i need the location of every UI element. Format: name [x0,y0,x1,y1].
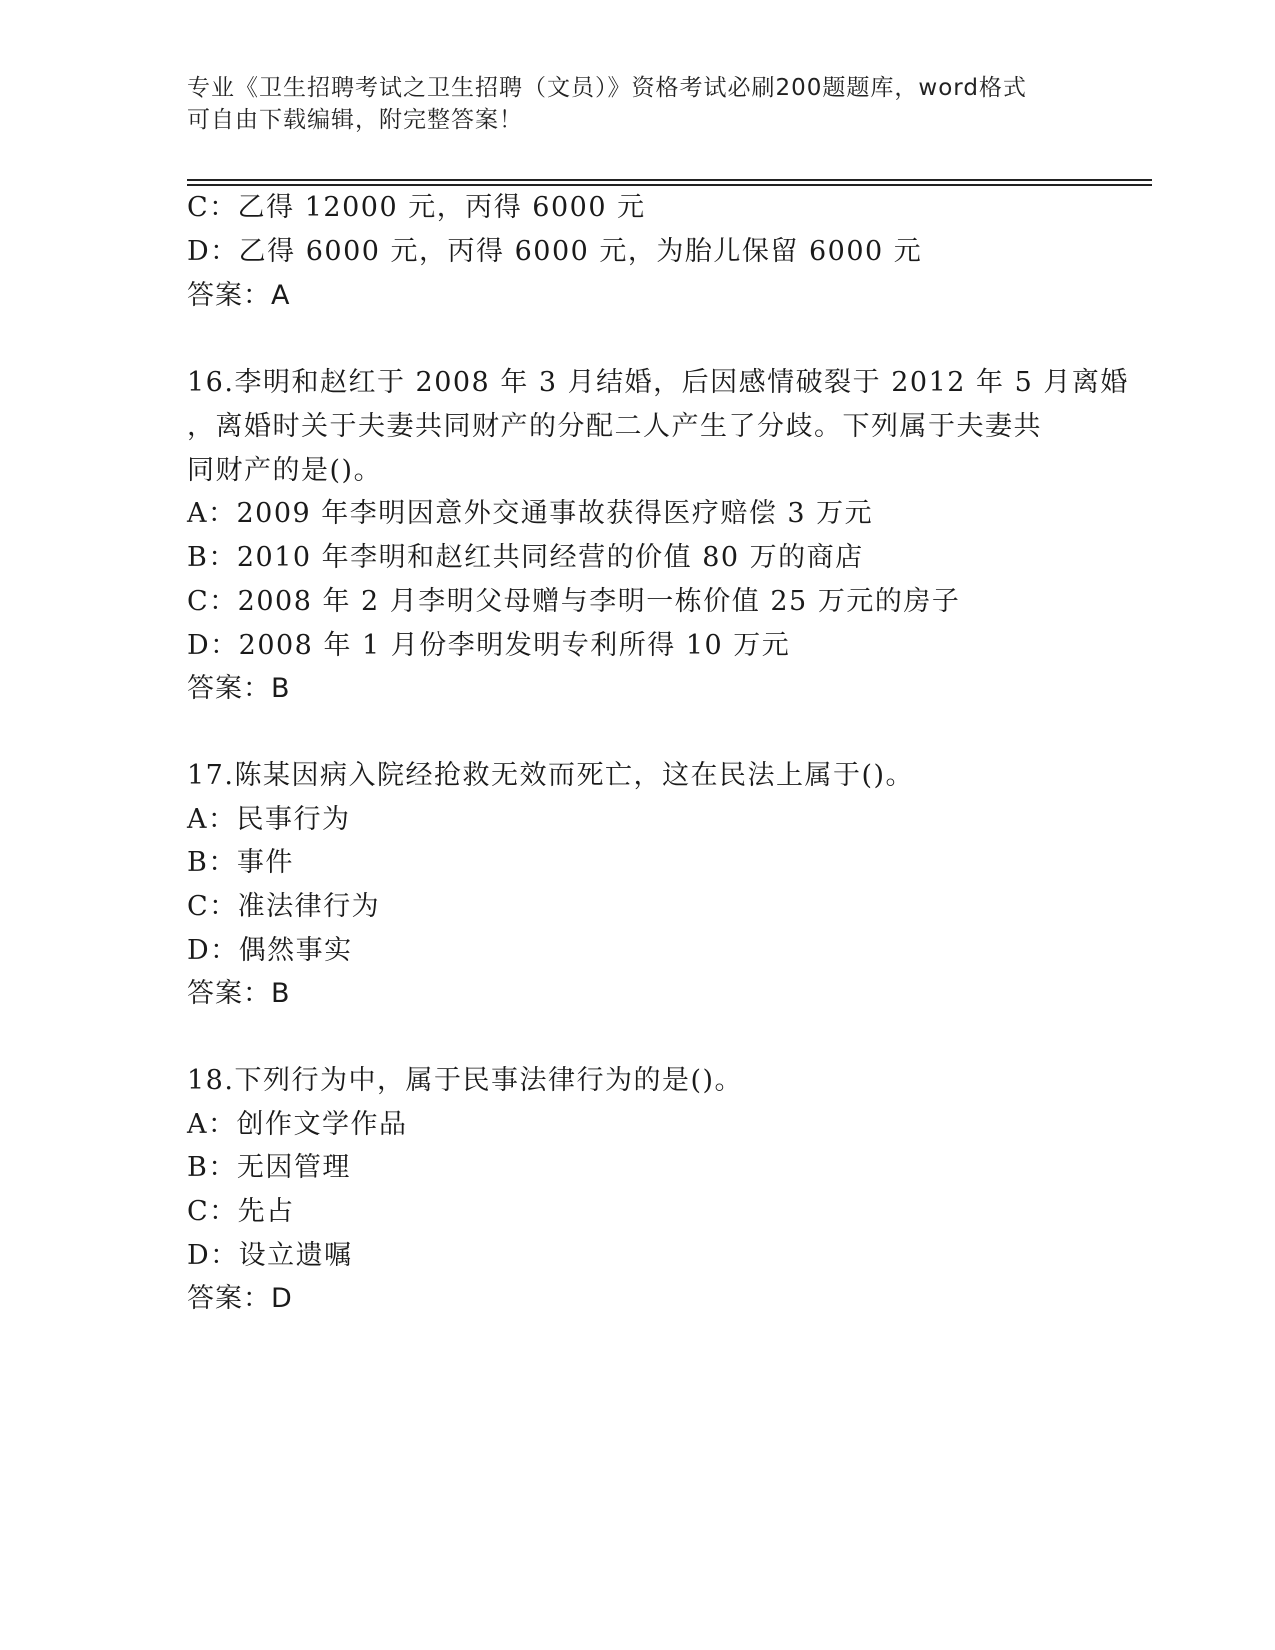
q16-stem-line-3: 同财产的是()。 [187,455,383,486]
q18-option-d: D：设立遗嘱 [187,1240,353,1271]
q17-option-d: D：偶然事实 [187,935,353,966]
q16-option-c: C：2008 年 2 月李明父母赠与李明一栋价值 25 万元的房子 [187,586,961,617]
prev-option-c: C：乙得 12000 元，丙得 6000 元 [187,192,646,223]
q16-option-a: A：2009 年李明因意外交通事故获得医疗赔偿 3 万元 [187,498,874,529]
prev-option-d: D：乙得 6000 元，丙得 6000 元，为胎儿保留 6000 元 [187,236,923,267]
q16-option-b: B：2010 年李明和赵红共同经营的价值 80 万的商店 [187,542,864,573]
header-title-line-2: 可自由下载编辑，附完整答案！ [187,107,523,133]
q18-option-b: B：无因管理 [187,1152,351,1183]
header-divider-bottom [187,184,1152,186]
q17-option-a: A：民事行为 [187,804,351,835]
header-divider-top [187,179,1152,181]
q16-answer: 答案：B [187,673,291,704]
q18-stem: 18.下列行为中，属于民事法律行为的是()。 [187,1065,744,1096]
q16-option-d: D：2008 年 1 月份李明发明专利所得 10 万元 [187,630,791,661]
q16-stem-line-1: 16.李明和赵红于 2008 年 3 月结婚，后因感情破裂于 2012 年 5 月离婚 [187,367,1129,398]
document-header [187,72,1087,136]
q17-option-c: C：准法律行为 [187,891,381,922]
q17-answer: 答案：B [187,978,291,1009]
q18-option-c: C：先占 [187,1196,295,1227]
q17-option-b: B：事件 [187,847,294,878]
q17-stem: 17.陈某因病入院经抢救无效而死亡，这在民法上属于()。 [187,760,915,791]
header-title-line-1: 专业《卫生招聘考试之卫生招聘（文员）》资格考试必刷200题题库，word格式 [187,75,1027,101]
prev-answer: 答案：A [187,280,291,311]
q18-option-a: A：创作文学作品 [187,1109,408,1140]
q18-answer: 答案：D [187,1283,293,1314]
q16-stem-line-2: ，离婚时关于夫妻共同财产的分配二人产生了分歧。下列属于夫妻共 [187,411,1042,442]
